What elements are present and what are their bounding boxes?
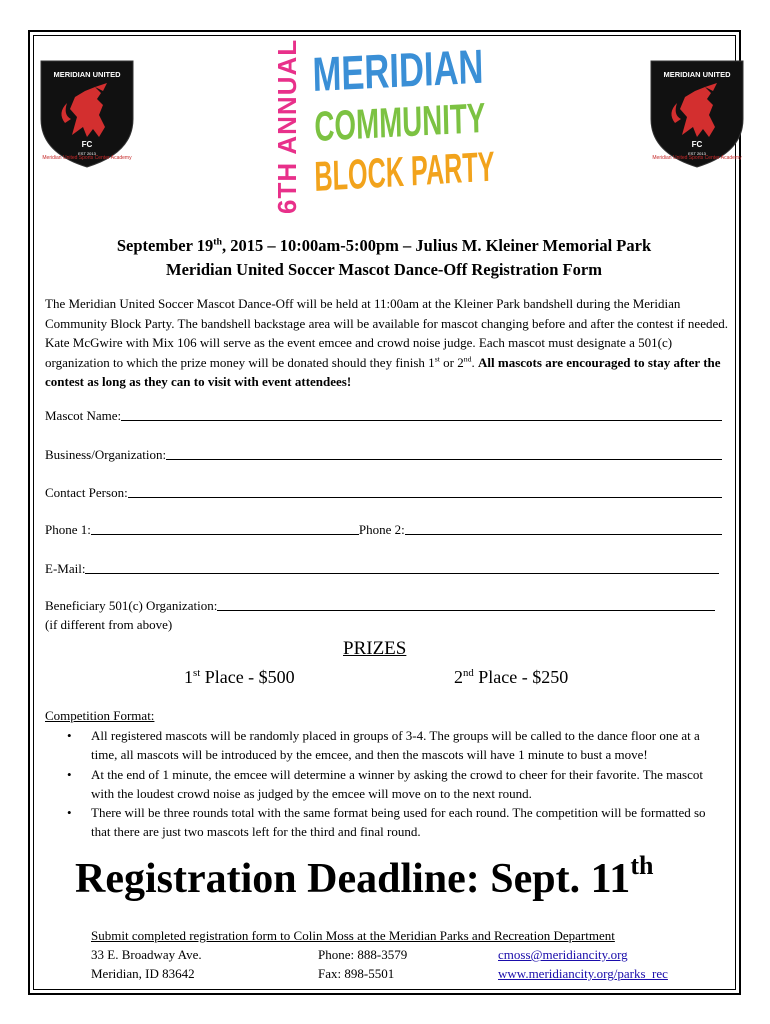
contact-person-input[interactable] (128, 485, 722, 498)
contact-person-field[interactable] (45, 485, 722, 501)
bullet-icon: • (67, 766, 72, 782)
submit-instructions: Submit completed registration form to Colin Moss at the Meridian Parks and Recreation Department (91, 928, 615, 943)
meridian-united-crest-left (37, 57, 137, 169)
crest-abbr: FC (81, 140, 93, 149)
bullet-icon: • (67, 728, 72, 743)
beneficiary-field[interactable] (45, 598, 715, 614)
crest-est: EST 2013 (78, 151, 96, 156)
email-label: E-Mail: (45, 561, 86, 576)
business-organization-input[interactable] (166, 447, 722, 460)
contact-fax: Fax: 898-5501 (318, 966, 395, 981)
address-line-1: 33 E. Broadway Ave. (91, 947, 202, 962)
crest-caption-right: Meridian United Sports Center Academy (652, 155, 742, 161)
event-date-heading: September 19th, 2015 – 10:00am-5:00pm – Julius M. Kleiner Memorial Park (116, 236, 652, 255)
crest-title: MERIDIAN UNITED (53, 70, 121, 79)
mascot-name-input[interactable] (121, 408, 722, 421)
beneficiary-note: (if different from above) (45, 617, 173, 632)
intro-bold-note: All mascots are encouraged to stay after the contest as long as they can to visit with event attendees! (45, 354, 721, 389)
contact-person-label: Contact Person: (45, 485, 128, 500)
prizes-heading: PRIZES (343, 638, 407, 659)
second-place-prize: 2nd Place - $250 (454, 667, 569, 687)
business-organization-label: Business/Organization: (45, 447, 167, 462)
list-item: • All registered mascots will be randomly placed in groups of 3-4. The groups will be called to the dance floor one at a time, all mascots will be introduced by the emcee, and then the mascots will have 1 minute to bust a move! (67, 728, 700, 763)
logo-line-community: COMMUNITY (313, 93, 486, 150)
competition-format-heading: Competition Format: (45, 708, 155, 723)
email-input[interactable] (85, 561, 719, 574)
phone1-input[interactable] (91, 522, 359, 535)
crest-caption-left: Meridian United Sports Center Academy (42, 155, 132, 161)
phone2-label: Phone 2: (358, 522, 405, 537)
competition-format-list (45, 726, 725, 842)
address-line-2: Meridian, ID 83642 (91, 966, 195, 981)
logo-line-block-party: BLOCK PARTY (313, 142, 495, 200)
phone2-input[interactable] (405, 522, 722, 535)
first-place-prize: 1st Place - $500 (184, 667, 295, 687)
bullet-icon: • (67, 805, 72, 821)
contact-email-link[interactable]: cmoss@meridiancity.org (498, 947, 628, 962)
contact-phone: Phone: 888-3579 (318, 947, 408, 962)
list-item: • There will be three rounds total with the same format being used for each round. The competition will be formatted so that there are just two mascots left for the third and final round. (67, 805, 706, 840)
registration-deadline: Registration Deadline: Sept. 11th (75, 851, 654, 902)
meridian-united-crest-right (647, 57, 747, 169)
intro-paragraph: The Meridian United Soccer Mascot Dance-Off will be held at 11:00am at the Kleiner Park bandshell during the Meridian Community Block Party. The bandshell backstage area will be available for mascot changing before and after the contest if needed. Kate McGwire with Mix 106 will serve as the event emcee and crowd noise judge. Each mascot must designate a 501(c) organization to which the prize money will be donated should they finish 1st or 2nd. All mascots are encouraged to stay after the contest as long as they can to visit with event attendees! (45, 296, 728, 389)
logo-annual-text: 6TH ANNUAL (272, 38, 302, 214)
beneficiary-input[interactable] (217, 598, 715, 611)
beneficiary-label: Beneficiary 501(c) Organization: (45, 598, 218, 613)
mascot-name-field[interactable] (45, 408, 722, 424)
form-title: Meridian United Soccer Mascot Dance-Off Registration Form (166, 260, 602, 279)
mascot-name-label: Mascot Name: (45, 408, 122, 423)
crest-abbr: FC (691, 140, 703, 149)
phone-fields-row (45, 522, 722, 538)
list-item: • At the end of 1 minute, the emcee will determine a winner by asking the crowd to cheer for their favorite. The mascot with the loudest crowd noise as judged by the emcee will move on to the next round. (67, 766, 703, 801)
block-party-logo (272, 38, 497, 218)
email-field[interactable] (45, 561, 719, 577)
phone1-label: Phone 1: (45, 522, 91, 537)
crest-title: MERIDIAN UNITED (663, 70, 731, 79)
website-link[interactable]: www.meridiancity.org/parks_rec (498, 966, 668, 981)
crest-est: EST 2013 (688, 151, 706, 156)
business-organization-field[interactable] (45, 447, 722, 463)
logo-line-meridian: MERIDIAN (311, 40, 485, 102)
